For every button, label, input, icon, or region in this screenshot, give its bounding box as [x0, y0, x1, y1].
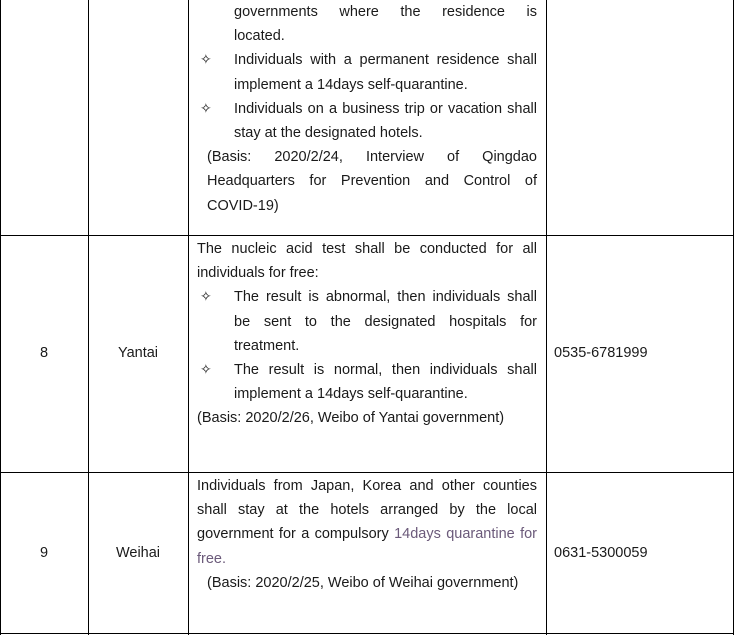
hotline-number: 0535-6781999 — [554, 345, 648, 361]
bullet-text: The result is abnormal, then individuals shall be sent to the designated hospitals for treatment. — [234, 289, 537, 354]
policy-text-line: located. — [234, 28, 285, 45]
diamond-star-icon: ✧ — [200, 100, 212, 117]
diamond-star-icon: ✧ — [200, 362, 212, 379]
qingdao-policy-cell — [197, 0, 537, 218]
row-number: 9 — [39, 545, 49, 561]
diamond-star-icon: ✧ — [200, 289, 212, 306]
policy-bullet — [197, 48, 537, 96]
diamond-star-icon: ✧ — [200, 52, 212, 69]
city-name: Yantai — [117, 345, 159, 361]
policy-text-main: Individuals from Japan, Korea and other counties shall stay at the hotels arranged by the local government for a compulsory — [197, 478, 537, 543]
policy-text — [197, 474, 537, 571]
row-number: 8 — [39, 345, 49, 361]
column-divider — [88, 0, 89, 635]
basis-note: (Basis: 2020/2/24, Interview of Qingdao Headquarters for Prevention and Control of COVID-19) — [207, 149, 537, 214]
weihai-policy-cell — [197, 474, 537, 595]
policy-bullet — [197, 97, 537, 145]
table-border-bottom — [0, 633, 734, 634]
bullet-text: Individuals with a permanent residence shall implement a 14days self-quarantine. — [234, 52, 537, 93]
hotline-number: 0631-5300059 — [554, 545, 648, 561]
yantai-policy-cell — [197, 237, 537, 431]
basis-note: (Basis: 2020/2/26, Weibo of Yantai government) — [197, 410, 505, 427]
bullet-text: The result is normal, then individuals shall implement a 14days self-quarantine. — [234, 362, 537, 403]
policy-bullet — [197, 358, 537, 406]
city-name: Weihai — [115, 545, 161, 561]
table-border-left — [0, 0, 1, 635]
highlighted-text: 14days quarantine for free. — [197, 526, 538, 567]
row-divider — [0, 235, 734, 236]
table-border-right — [733, 0, 734, 635]
column-divider — [546, 0, 547, 635]
row-divider — [0, 472, 734, 473]
column-divider — [188, 0, 189, 635]
policy-bullet — [197, 285, 537, 358]
policy-text: The nucleic acid test shall be conducted for all individuals for free: — [197, 241, 537, 282]
basis-note: (Basis: 2020/2/25, Weibo of Weihai government) — [207, 574, 519, 591]
bullet-text: Individuals on a business trip or vacation shall stay at the designated hotels. — [234, 100, 537, 142]
policy-text-line: governments where the residence is — [234, 4, 537, 20]
